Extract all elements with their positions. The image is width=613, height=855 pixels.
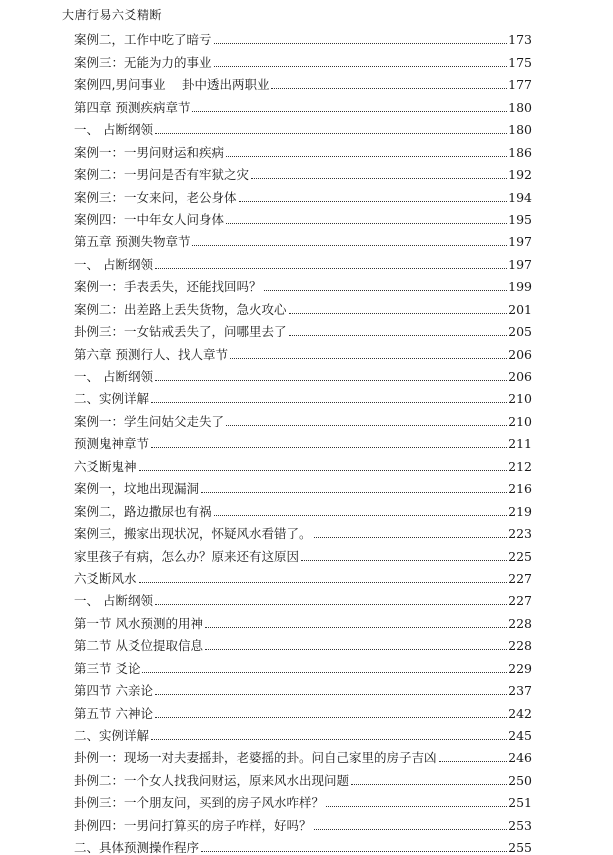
toc-entry-page: 197 <box>508 256 532 272</box>
toc-dot-leader <box>314 829 508 830</box>
toc-entry-title: 卦例三：一女钻戒丢失了，问哪里去了 <box>74 324 287 340</box>
toc-entry-title: 一、 占断纲领 <box>74 122 153 138</box>
toc-entry-title: 案例一：一男问财运和疾病 <box>74 144 225 160</box>
toc-entry-title: 第二节 从爻位提取信息 <box>74 638 203 654</box>
toc-entry-page: 227 <box>508 570 532 586</box>
toc-dot-leader <box>139 470 508 471</box>
toc-entry-title: 卦例四：一男问打算买的房子咋样，好吗？ <box>74 817 312 833</box>
toc-entry[interactable] <box>74 765 532 787</box>
toc-entry[interactable] <box>74 294 532 316</box>
toc-dot-leader <box>251 178 507 179</box>
toc-dot-leader <box>192 245 507 246</box>
toc-dot-leader <box>439 761 508 762</box>
toc-entry-page: 206 <box>508 346 532 362</box>
toc-entry-page: 223 <box>508 526 532 542</box>
toc-entry[interactable] <box>74 115 532 137</box>
toc-entry[interactable] <box>74 429 532 451</box>
toc-entry[interactable] <box>74 631 532 653</box>
toc-entry-title: 卦例一：现场一对夫妻摇卦，老婆摇的卦。问自己家里的房子吉凶 <box>74 750 437 766</box>
toc-entry[interactable] <box>74 137 532 159</box>
toc-dot-leader <box>214 515 508 516</box>
toc-entry-page: 180 <box>508 99 532 115</box>
toc-entry[interactable] <box>74 608 532 630</box>
toc-dot-leader <box>142 672 507 673</box>
toc-entry[interactable] <box>74 249 532 271</box>
toc-entry[interactable] <box>74 70 532 92</box>
toc-entry[interactable] <box>74 833 532 855</box>
toc-entry-title: 案例四：一中年女人问身体 <box>74 211 225 227</box>
toc-dot-leader <box>289 313 508 314</box>
toc-entry[interactable] <box>74 743 532 765</box>
toc-entry[interactable] <box>74 362 532 384</box>
table-of-contents <box>74 25 532 855</box>
toc-entry-title: 案例二：一男问是否有牢狱之灾 <box>74 167 250 183</box>
toc-entry[interactable] <box>74 653 532 675</box>
toc-entry[interactable] <box>74 788 532 810</box>
toc-entry[interactable] <box>74 496 532 518</box>
toc-entry-title: 案例二：出差路上丢失货物，急火攻心 <box>74 301 287 317</box>
toc-entry-page: 237 <box>508 683 532 699</box>
toc-entry-page: 253 <box>508 817 532 833</box>
toc-entry-page: 245 <box>508 728 532 743</box>
toc-entry-title: 第三节 爻论 <box>74 660 141 676</box>
toc-entry-title: 案例三，搬家出现状况，怀疑风水看错了。 <box>74 526 312 542</box>
toc-dot-leader <box>239 201 508 202</box>
toc-entry[interactable] <box>74 272 532 294</box>
toc-dot-leader <box>230 358 507 359</box>
toc-entry-page: 229 <box>508 660 532 676</box>
toc-dot-leader <box>201 492 507 493</box>
toc-entry-page: 175 <box>508 54 532 70</box>
toc-entry[interactable] <box>74 474 532 496</box>
toc-entry[interactable] <box>74 406 532 428</box>
toc-dot-leader <box>289 335 508 336</box>
toc-entry[interactable] <box>74 182 532 204</box>
toc-entry-page: 177 <box>508 77 532 93</box>
toc-dot-leader <box>201 851 507 852</box>
toc-entry-title: 卦例三：一个朋友问，买到的房子风水咋样？ <box>74 795 325 811</box>
toc-dot-leader <box>214 43 508 44</box>
toc-entry-title: 案例三：一女来问，老公身体 <box>74 189 237 205</box>
toc-entry-page: 194 <box>508 189 532 205</box>
toc-dot-leader <box>205 649 507 650</box>
toc-entry[interactable] <box>74 227 532 249</box>
toc-entry-title: 第一节 风水预测的用神 <box>74 615 203 631</box>
toc-entry-page: 219 <box>508 503 532 519</box>
toc-dot-leader <box>139 582 508 583</box>
toc-dot-leader <box>155 694 507 695</box>
toc-entry-title: 案例一：学生问姑父走失了 <box>74 413 225 429</box>
toc-entry-title: 六爻断风水 <box>74 570 137 586</box>
toc-dot-leader <box>155 268 507 269</box>
page-header-title: 大唐行易六爻精断 <box>62 8 163 22</box>
toc-entry-title: 案例二，工作中吃了暗亏 <box>74 32 212 48</box>
toc-entry-title: 一、 占断纲领 <box>74 369 153 384</box>
toc-entry-title: 一、 占断纲领 <box>74 256 153 272</box>
toc-entry[interactable] <box>74 451 532 473</box>
toc-dot-leader <box>155 133 507 134</box>
toc-entry-title: 第五章 预测失物章节 <box>74 234 191 250</box>
toc-entry-page: 227 <box>508 593 532 609</box>
toc-entry[interactable] <box>74 339 532 361</box>
toc-entry[interactable] <box>74 519 532 541</box>
toc-entry-page: 173 <box>508 32 532 48</box>
toc-dot-leader <box>151 447 507 448</box>
toc-entry-page: 255 <box>508 840 532 855</box>
toc-dot-leader <box>226 156 507 157</box>
toc-entry[interactable] <box>74 92 532 114</box>
toc-entry[interactable] <box>74 698 532 720</box>
toc-entry-title: 二、实例详解 <box>74 728 150 743</box>
toc-entry-page: 197 <box>508 234 532 250</box>
toc-entry-title: 六爻断鬼神 <box>74 458 137 474</box>
toc-dot-leader <box>326 806 507 807</box>
toc-entry[interactable] <box>74 25 532 47</box>
toc-entry-title: 第六章 预测行人、找人章节 <box>74 346 228 362</box>
toc-entry-title: 二、实例详解 <box>74 391 150 407</box>
toc-dot-leader <box>226 223 507 224</box>
toc-dot-leader <box>226 425 507 426</box>
toc-entry-title: 案例四,男问事业 卦中透出两职业 <box>74 77 270 93</box>
toc-entry-title: 第五节 六神论 <box>74 705 153 721</box>
toc-dot-leader <box>155 380 507 381</box>
toc-entry-page: 251 <box>508 795 532 811</box>
toc-entry-page: 212 <box>508 458 532 474</box>
toc-dot-leader <box>301 560 507 561</box>
toc-entry-title: 家里孩子有病，怎么办？原来还有这原因 <box>74 548 300 564</box>
toc-entry[interactable] <box>74 541 532 563</box>
toc-entry-page: 210 <box>508 413 532 429</box>
toc-entry-page: 216 <box>508 481 532 497</box>
toc-entry[interactable] <box>74 317 532 339</box>
toc-entry[interactable] <box>74 810 532 832</box>
toc-dot-leader <box>155 717 507 718</box>
toc-entry-page: 205 <box>508 324 532 340</box>
toc-entry-title: 预测鬼神章节 <box>74 436 150 452</box>
toc-entry-page: 199 <box>508 279 532 295</box>
toc-entry-page: 180 <box>508 122 532 138</box>
toc-entry-page: 228 <box>508 615 532 631</box>
toc-entry[interactable] <box>74 586 532 608</box>
toc-entry[interactable] <box>74 564 532 586</box>
toc-entry[interactable] <box>74 721 532 743</box>
toc-dot-leader <box>314 537 508 538</box>
toc-entry-page: 211 <box>508 436 532 452</box>
toc-entry[interactable] <box>74 160 532 182</box>
toc-entry-title: 二、具体预测操作程序 <box>74 840 200 855</box>
toc-entry-page: 206 <box>508 369 532 384</box>
toc-entry-page: 192 <box>508 167 532 183</box>
toc-dot-leader <box>214 66 508 67</box>
toc-entry-title: 案例一，坟地出现漏洞 <box>74 481 200 497</box>
toc-dot-leader <box>155 604 507 605</box>
toc-entry-title: 第四节 六亲论 <box>74 683 153 699</box>
toc-entry-page: 228 <box>508 638 532 654</box>
toc-entry[interactable] <box>74 205 532 227</box>
toc-entry-title: 卦例二：一个女人找我问财运，原来风水出现问题 <box>74 772 350 788</box>
toc-entry-page: 201 <box>508 301 532 317</box>
toc-entry-page: 242 <box>508 705 532 721</box>
toc-dot-leader <box>192 111 507 112</box>
toc-dot-leader <box>151 402 507 403</box>
toc-entry-title: 一、 占断纲领 <box>74 593 153 609</box>
toc-entry-page: 225 <box>508 548 532 564</box>
toc-entry[interactable] <box>74 676 532 698</box>
toc-entry-page: 186 <box>508 144 532 160</box>
toc-entry[interactable] <box>74 47 532 69</box>
toc-entry[interactable] <box>74 384 532 406</box>
toc-entry-page: 246 <box>508 750 532 766</box>
toc-dot-leader <box>271 88 507 89</box>
toc-entry-title: 案例二，路边撒尿也有祸 <box>74 503 212 519</box>
toc-entry-title: 案例一：手表丢失，还能找回吗？ <box>74 279 262 295</box>
toc-entry-page: 250 <box>508 772 532 788</box>
toc-entry-page: 210 <box>508 391 532 407</box>
toc-entry-title: 案例三：无能为力的事业 <box>74 54 212 70</box>
toc-dot-leader <box>264 290 508 291</box>
toc-dot-leader <box>351 784 507 785</box>
toc-dot-leader <box>205 627 507 628</box>
toc-dot-leader <box>151 739 507 740</box>
toc-entry-page: 195 <box>508 211 532 227</box>
toc-entry-title: 第四章 预测疾病章节 <box>74 99 191 115</box>
